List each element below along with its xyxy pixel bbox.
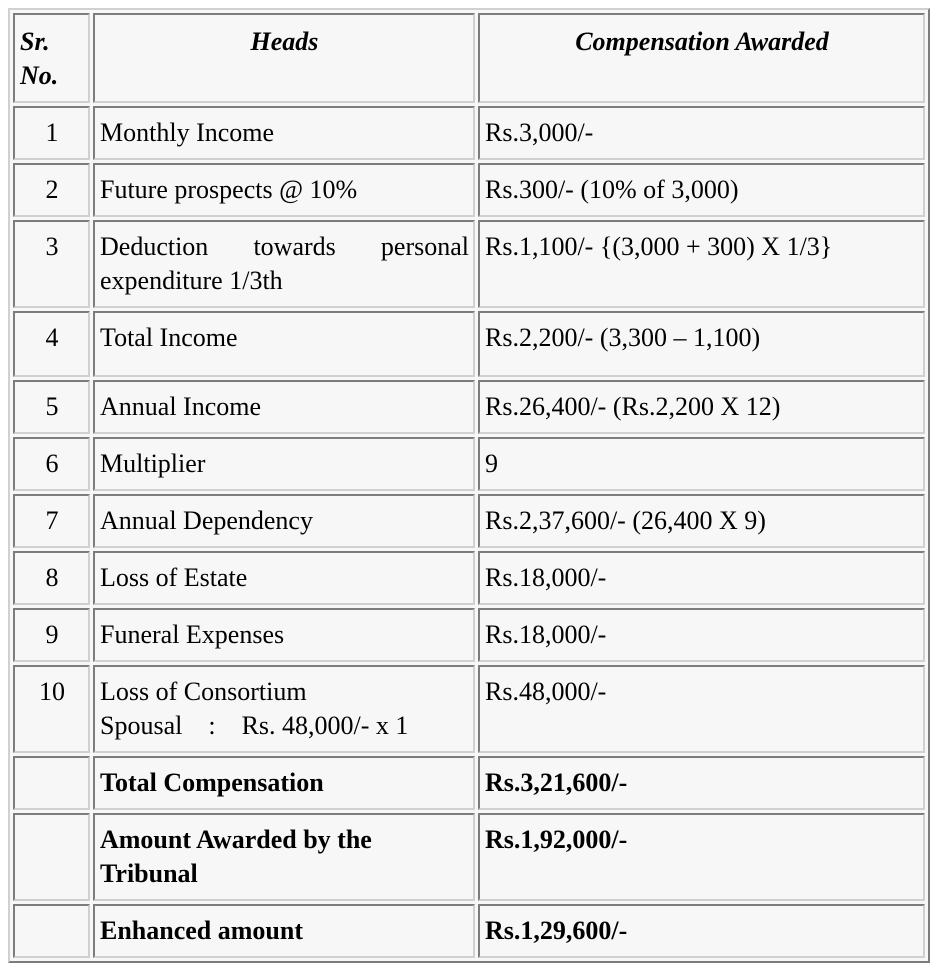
row-sr: 8: [13, 551, 90, 605]
row-head: Multiplier: [93, 437, 475, 491]
table-row: [13, 551, 925, 605]
row-head: [93, 665, 475, 753]
table-row: [13, 665, 925, 753]
row-head: Deduction towards personal expenditure 1/3th: [93, 220, 475, 308]
row-sr-empty: [13, 813, 90, 901]
total-head: Amount Awarded by the Tribunal: [93, 813, 475, 901]
row-sr: 4: [13, 311, 90, 377]
total-row: [13, 904, 925, 958]
total-row: [13, 813, 925, 901]
row-comp: Rs.1,100/- {(3,000 + 300) X 1/3}: [478, 220, 925, 308]
row-head: Annual Dependency: [93, 494, 475, 548]
row-comp: Rs.18,000/-: [478, 551, 925, 605]
row-head: Annual Income: [93, 380, 475, 434]
total-comp: Rs.3,21,600/-: [478, 756, 925, 810]
row-comp: Rs.3,000/-: [478, 106, 925, 160]
row-head: Funeral Expenses: [93, 608, 475, 662]
row-sr-empty: [13, 756, 90, 810]
total-head: Enhanced amount: [93, 904, 475, 958]
header-row: [13, 13, 925, 103]
row-comp: Rs.18,000/-: [478, 608, 925, 662]
row-comp: Rs.2,200/- (3,300 – 1,100): [478, 311, 925, 377]
row-comp: Rs.26,400/- (Rs.2,200 X 12): [478, 380, 925, 434]
compensation-table-container: [8, 8, 930, 963]
total-row: [13, 756, 925, 810]
row-sr: 6: [13, 437, 90, 491]
total-comp: Rs.1,29,600/-: [478, 904, 925, 958]
table-row: [13, 608, 925, 662]
total-comp: Rs.1,92,000/-: [478, 813, 925, 901]
row-comp: Rs.2,37,600/- (26,400 X 9): [478, 494, 925, 548]
row-sr: 5: [13, 380, 90, 434]
header-sr-no: Sr. No.: [13, 13, 90, 103]
row-sr-empty: [13, 904, 90, 958]
header-heads: Heads: [93, 13, 475, 103]
table-row: [13, 220, 925, 308]
table-row: [13, 311, 925, 377]
row-comp: 9: [478, 437, 925, 491]
table-row: [13, 163, 925, 217]
row-head: Monthly Income: [93, 106, 475, 160]
row-head-line: Spousal : Rs. 48,000/- x 1: [100, 711, 409, 740]
table-row: [13, 106, 925, 160]
row-sr: 1: [13, 106, 90, 160]
row-sr: 3: [13, 220, 90, 308]
compensation-table: [10, 10, 928, 961]
table-row: [13, 494, 925, 548]
row-head: Loss of Estate: [93, 551, 475, 605]
row-head: Future prospects @ 10%: [93, 163, 475, 217]
table-row: [13, 437, 925, 491]
row-head-line: Loss of Consortium: [100, 677, 307, 706]
row-comp: Rs.48,000/-: [478, 665, 925, 753]
row-comp: Rs.300/- (10% of 3,000): [478, 163, 925, 217]
row-sr: 7: [13, 494, 90, 548]
table-row: [13, 380, 925, 434]
row-head: Total Income: [93, 311, 475, 377]
total-head: Total Compensation: [93, 756, 475, 810]
row-sr: 9: [13, 608, 90, 662]
header-compensation: Compensation Awarded: [478, 13, 925, 103]
row-sr: 2: [13, 163, 90, 217]
row-sr: 10: [13, 665, 90, 753]
